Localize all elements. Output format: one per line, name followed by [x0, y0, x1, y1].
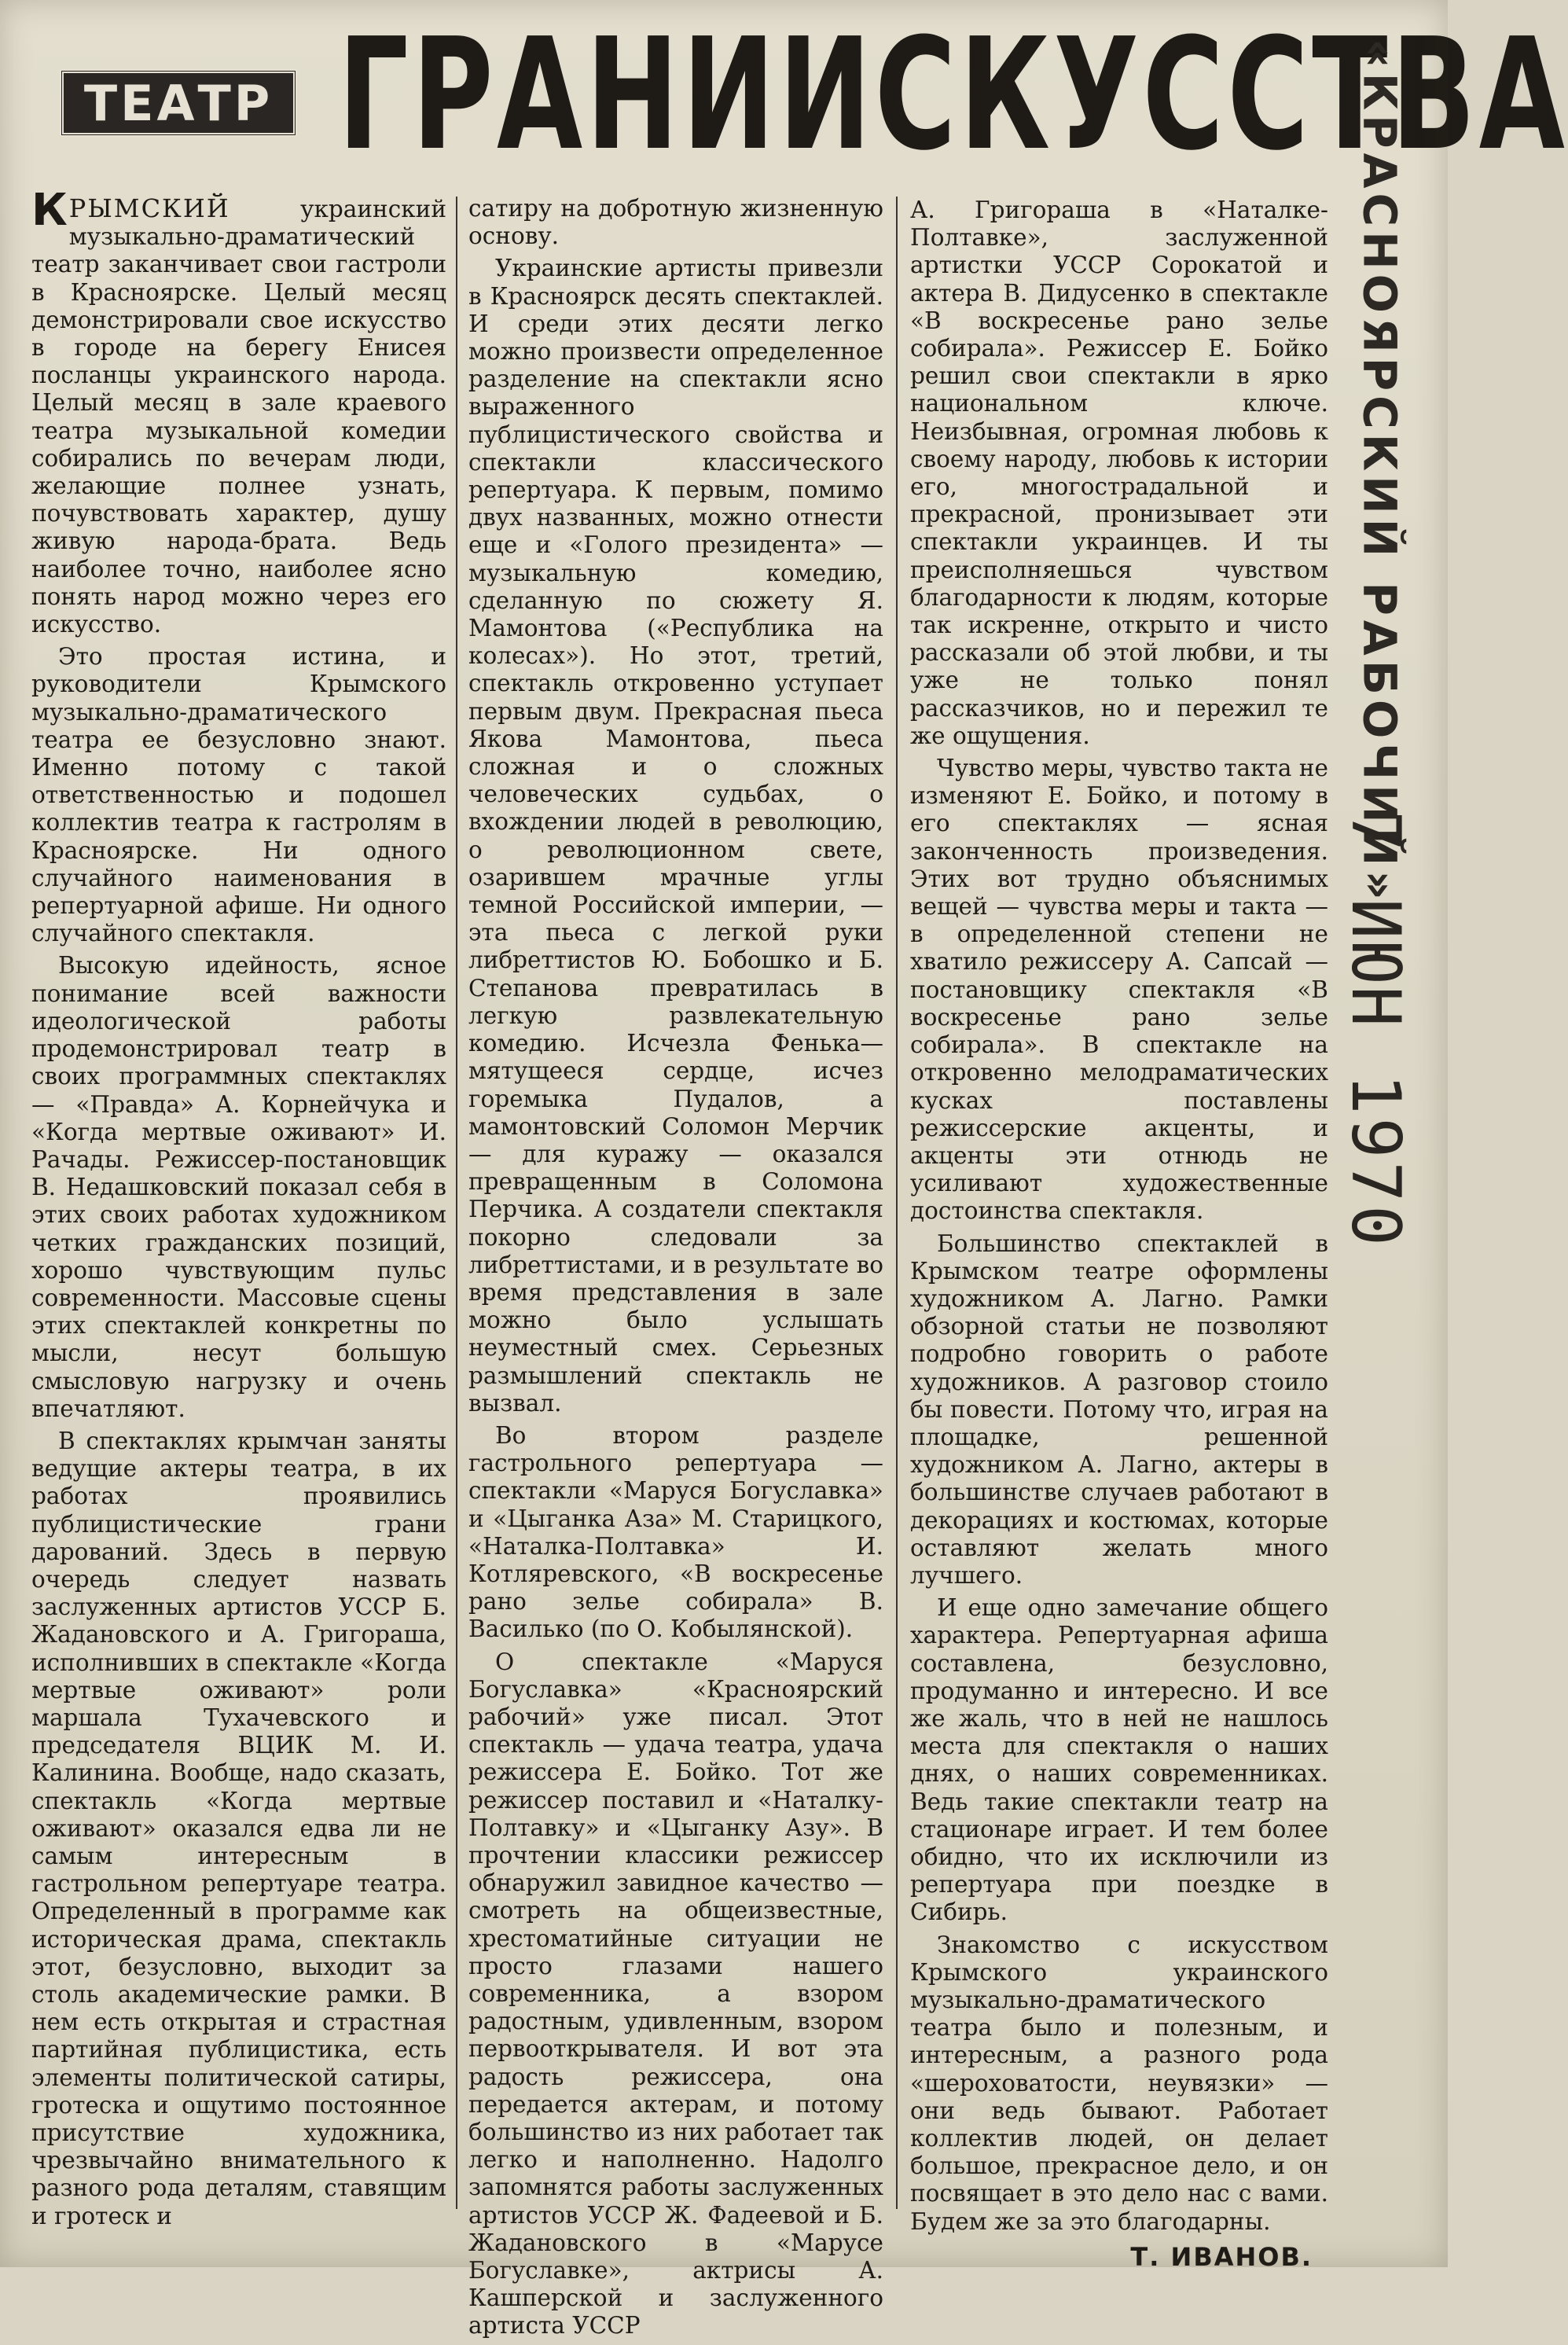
author-signature: Т. ИВАНОВ. — [1130, 2241, 1313, 2272]
article-column-3 — [910, 197, 1328, 2271]
drop-cap: К — [31, 185, 68, 236]
article-paragraph: Это простая истина, и руководители Крымского музыкально-драматического театра ее безусловно знают. Именно потому с такой ответственностью и подошел коллектив театра к гастролям в Красноярске. Ни одного случайного наименования в репертуарной афише. Ни одного случайного спектакля. — [31, 643, 446, 947]
article-paragraph: А. Григораша в «Наталке-Полтавке», заслуженной артистки УССР Сорокатой и актера В. Дидусенко в спектакле «В воскресенье рано зелье собирала». Режиссер Е. Бойко решил свои спектакли в ярко национальном ключе. Неизбывная, огромная любовь к своему народу, любовь к истории его, многострадальной и прекрасной, пронизывает эти спектакли украинцев. И ты преисполняешься чувством благодарности к людям, которые так искренне, открыто и чисто рассказали об этой любви, и ты уже не только понял рассказчиков, но и пережил те же ощущения. — [910, 197, 1328, 749]
article-paragraph: Чувство меры, чувство такта не изменяют Е. Бойко, и потому в его спектаклях — ясная законченность произведения. Этих вот трудно объяснимых вещей — чувства меры и такта — в определенной степени не хватило режиссеру А. Сапсай — постановщику спектакля «В воскресенье рано зелье собирала». В спектакле на откровенно мелодраматических кусках поставлены режиссерские акценты, и акценты эти отнюдь не усиливают художественные достоинства спектакля. — [910, 755, 1328, 1225]
headline-word-2: ИСКУССТВА — [778, 6, 1568, 185]
article-headline — [338, 6, 1568, 185]
article-paragraph: Высокую идейность, ясное понимание всей важности идеологической работы продемонстрировал театр в своих программных спектаклях — «Правда» А. Корнейчука и «Когда мертвые оживают» И. Рачады. Режиссер-постановщик В. Недашковский показал себя в этих своих работах художником четких гражданских позиций, хорошо чувствующим пульс современности. Массовые сцены этих спектаклей конкретны по мысли, несут большую смысловую нагрузку и очень впечатляют. — [31, 952, 446, 1422]
article-column-1 — [31, 185, 446, 2235]
article-paragraph: Большинство спектаклей в Крымском театре оформлены художником А. Лагно. Рамки обзорной статьи не позволяют подробно говорить о работе художников. А разговор стоило бы повести. Потому что, играя на площадке, решенной художником А. Лагно, актеры в большинстве случаев работают в декорациях и костюмах, которые оставляют желать много лучшего. — [910, 1229, 1328, 1589]
column-divider — [456, 197, 457, 2209]
article-paragraph: Украинские артисты привезли в Красноярск десять спектаклей. И среди этих десяти легко можно произвести определенное разделение на спектакли ясно выраженного публицистического свойства и спектакли классического репертуара. К первым, помимо двух названных, можно отнести еще и «Голого президента» — музыкальную комедию, сделанную по сюжету Я. Мамонтова («Республика на колесах»). Но этот, третий, спектакль откровенно уступает первым двум. Прекрасная пьеса Якова Мамонтова, пьеса сложная и о сложных человеческих судьбах, о вхождении людей в революцию, о революционном свете, озарившем мрачные углы темной Российской империи, — эта пьеса с легкой руки либреттистов Ю. Бобошко и Б. Степанова превратилась в легкую развлекательную комедию. Исчезла Фенька—мятущееся сердце, исчез горемыка Пудалов, а мамонтовский Соломон Мерчик — для куражу — оказался превращенным в Соломона Перчика. А создатели спектакля покорно следовали за либреттистами, и в результате во время представления в зале можно было услышать неуместный смех. Серьезных размышлений спектакль не вызвал. — [468, 255, 883, 1417]
article-paragraph: И еще одно замечание общего характера. Репертуарная афиша составлена, безусловно, продуманно и интересно. И все же жаль, что в ней не нашлось места для спектакля о наших днях, о наших современниках. Ведь такие спектакли театр на стационаре играет. И тем более обидно, что их исключили из репертуара при поездке в Сибирь. — [910, 1594, 1328, 1926]
headline-word-1: ГРАНИ — [338, 6, 779, 185]
article-paragraph: сатиру на добротную жизненную основу. — [468, 195, 883, 250]
article-column-2 — [468, 195, 883, 2345]
column-divider — [896, 197, 898, 2209]
article-paragraph: О спектакле «Маруся Богуславка» «Красноярский рабочий» уже писал. Этот спектакль — удача театра, удача режиссера Е. Бойко. Тот же режиссер поставил и «Наталку-Полтавку» и «Цыганку Азу». В прочтении классики режиссер обнаружил завидное качество — смотреть на общеизвестные, хрестоматийные ситуации не просто глазами нашего современника, а взором радостным, удивленным, взором первооткрывателя. И вот эта радость режиссера, она передается актерам, и потому большинство из них работает так легко и наполненно. Надолго запомнятся работы заслуженных артистов УССР Ж. Фадеевой и Б. Жадановского в «Марусе Богуславке», актрисы А. Кашперской и заслуженного артиста УССР — [468, 1648, 883, 2339]
article-paragraph: Во втором разделе гастрольного репертуара — спектакли «Маруся Богуславка» и «Цыганка Аза» М. Старицкого, «Наталка-Полтавка» И. Котляревского, «В воскресенье рано зелье собирала» В. Василько (по О. Кобылянской). — [468, 1421, 883, 1643]
newspaper-name-stamp: «КРАСНОЯРСКИЙ РАБОЧИЙ» — [1353, 39, 1407, 905]
article-paragraph: КРЫМСКИЙ украинский музыкально-драматический театр заканчивает свои гастроли в Красноярске. Целый месяц демонстрировали свое искусство в городе на берегу Енисея посланцы украинского народа. Целый месяц в зале краевого театра музыкальной комедии собирались по вечерам люди, желающие полнее узнать, почувствовать характер, душу живую народа-брата. Ведь наиболее точно, наиболее ясно понять народ можно через его искусство. — [31, 185, 446, 638]
date-stamp: 7 ИЮН 1970 — [1336, 810, 1416, 1249]
article-paragraph: В спектаклях крымчан заняты ведущие актеры театра, в их работах проявились публицистические грани дарований. Здесь в первую очередь следует назвать заслуженных артистов УССР Б. Жадановского и А. Григораша, исполнивших в спектакле «Когда мертвые оживают» роли маршала Тухачевского и председателя ВЦИК М. И. Калинина. Вообще, надо сказать, спектакль «Когда мертвые оживают» оказался едва ли не самым интересным в гастрольном репертуаре театра. Определенный в программе как историческая драма, спектакль этот, безусловно, выходит за столь академические рамки. В нем есть открытая и страстная партийная публицистика, есть элементы политической сатиры, гротеска и ощутимо постоянное присутствие художника, чрезвычайно внимательного к разного рода деталям, ставящим и гротеск и — [31, 1427, 446, 2229]
first-word: РЫМСКИЙ — [68, 193, 230, 223]
section-rubric: ТЕАТР — [60, 69, 297, 137]
article-paragraph: Знакомство с искусством Крымского украинского музыкально-драматического театра было и полезным, и интересным, а разного рода «шероховатости, неувязки» — они ведь бывают. Работает коллектив людей, он делает большое, прекрасное дело, и он посвящает в это дело нас с вами. Будем же за это благодарны. — [910, 1931, 1328, 2235]
